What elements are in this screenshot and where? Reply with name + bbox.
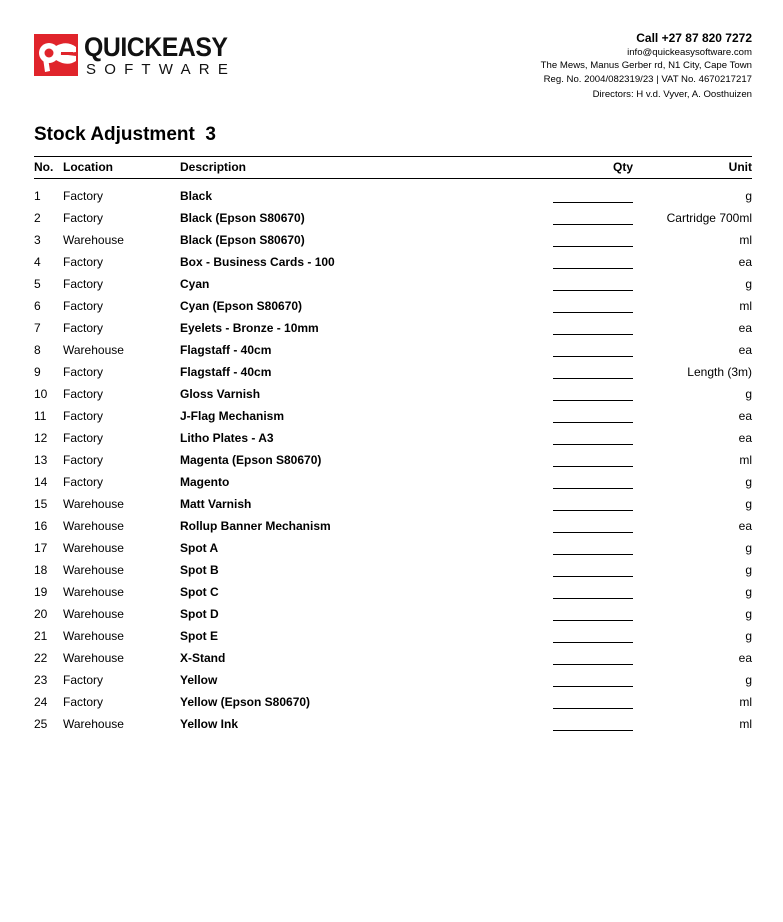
logo-subtitle: SOFTWARE [86, 61, 237, 78]
row-unit: ea [738, 651, 752, 665]
row-location: Factory [63, 277, 104, 291]
row-number: 20 [34, 607, 48, 621]
qty-entry-line [553, 554, 633, 555]
row-unit: ea [738, 519, 752, 533]
phone-number: Call +27 87 820 7272 [636, 31, 752, 45]
table-row [0, 585, 783, 607]
row-description: Black (Epson S80670) [180, 211, 305, 225]
row-description: Spot D [180, 607, 219, 621]
table-row [0, 277, 783, 299]
table-row [0, 541, 783, 563]
table-row [0, 519, 783, 541]
qty-entry-line [553, 532, 633, 533]
row-unit: ml [739, 453, 752, 467]
row-location: Factory [63, 387, 104, 401]
page-title: Stock Adjustment 3 [34, 124, 216, 145]
row-location: Factory [63, 409, 104, 423]
row-unit: ea [738, 431, 752, 445]
row-number: 24 [34, 695, 48, 709]
company-logo [34, 34, 244, 80]
qty-entry-line [553, 620, 633, 621]
row-unit: ml [739, 717, 752, 731]
logo-mark-icon [34, 34, 78, 76]
row-location: Factory [63, 255, 104, 269]
qty-entry-line [553, 642, 633, 643]
row-number: 17 [34, 541, 48, 555]
row-number: 9 [34, 365, 41, 379]
table-row [0, 255, 783, 277]
row-unit: g [745, 607, 752, 621]
table-row [0, 673, 783, 695]
table-row [0, 365, 783, 387]
row-description: J-Flag Mechanism [180, 409, 285, 423]
row-location: Factory [63, 365, 104, 379]
qty-entry-line [553, 312, 633, 313]
header-bottom-rule [34, 178, 752, 179]
table-row [0, 387, 783, 409]
row-unit: ml [739, 695, 752, 709]
row-location: Factory [63, 695, 104, 709]
row-location: Factory [63, 453, 104, 467]
table-row [0, 233, 783, 255]
row-location: Warehouse [63, 519, 124, 533]
row-description: Matt Varnish [180, 497, 252, 511]
qty-entry-line [553, 664, 633, 665]
row-number: 11 [34, 409, 47, 423]
row-description: Litho Plates - A3 [180, 431, 274, 445]
row-description: Spot E [180, 629, 218, 643]
row-description: Flagstaff - 40cm [180, 343, 272, 357]
row-description: Spot B [180, 563, 219, 577]
qty-entry-line [553, 268, 633, 269]
row-unit: ml [739, 299, 752, 313]
qty-entry-line [553, 576, 633, 577]
row-number: 23 [34, 673, 48, 687]
row-description: Rollup Banner Mechanism [180, 519, 331, 533]
row-description: Gloss Varnish [180, 387, 261, 401]
table-row [0, 189, 783, 211]
qty-entry-line [553, 334, 633, 335]
logo-wordmark: QUICKEASY [84, 32, 228, 62]
row-description: Yellow Ink [180, 717, 239, 731]
row-unit: g [745, 475, 752, 489]
row-unit: g [745, 387, 752, 401]
row-location: Warehouse [63, 233, 124, 247]
table-row [0, 409, 783, 431]
row-number: 15 [34, 497, 48, 511]
qty-entry-line [553, 730, 633, 731]
registration-info: Reg. No. 2004/082319/23 | VAT No. 4670217217 [543, 73, 752, 85]
column-header-no: No. [34, 160, 54, 174]
row-location: Factory [63, 299, 104, 313]
qty-entry-line [553, 400, 633, 401]
table-row [0, 607, 783, 629]
row-number: 10 [34, 387, 48, 401]
qty-entry-line [553, 510, 633, 511]
row-number: 13 [34, 453, 48, 467]
row-number: 18 [34, 563, 48, 577]
row-unit: g [745, 189, 752, 203]
row-description: Spot C [180, 585, 219, 599]
email-address: info@quickeasysoftware.com [627, 47, 752, 58]
qty-entry-line [553, 378, 633, 379]
row-unit: Cartridge 700ml [666, 211, 752, 225]
row-number: 8 [34, 343, 41, 357]
qty-entry-line [553, 466, 633, 467]
row-description: Magenta (Epson S80670) [180, 453, 322, 467]
row-unit: g [745, 673, 752, 687]
qty-entry-line [553, 290, 633, 291]
column-header-description: Description [180, 160, 247, 174]
row-number: 21 [34, 629, 48, 643]
row-number: 19 [34, 585, 48, 599]
row-description: Flagstaff - 40cm [180, 365, 272, 379]
table-row [0, 475, 783, 497]
table-row [0, 453, 783, 475]
row-description: Yellow (Epson S80670) [180, 695, 311, 709]
row-unit: g [745, 497, 752, 511]
column-header-location: Location [63, 160, 113, 174]
row-description: Spot A [180, 541, 219, 555]
row-location: Factory [63, 189, 104, 203]
qty-entry-line [553, 444, 633, 445]
row-location: Warehouse [63, 541, 124, 555]
row-location: Factory [63, 673, 104, 687]
table-row [0, 431, 783, 453]
row-number: 4 [34, 255, 41, 269]
table-row [0, 695, 783, 717]
table-row [0, 717, 783, 739]
qty-entry-line [553, 356, 633, 357]
row-location: Warehouse [63, 343, 124, 357]
row-description: Cyan [180, 277, 210, 291]
row-description: Magento [180, 475, 230, 489]
row-number: 6 [34, 299, 41, 313]
directors-info: Directors: H v.d. Vyver, A. Oosthuizen [592, 88, 752, 100]
qty-entry-line [553, 686, 633, 687]
row-unit: ea [738, 321, 752, 335]
header-top-rule [34, 156, 752, 157]
row-number: 25 [34, 717, 48, 731]
row-description: Eyelets - Bronze - 10mm [180, 321, 319, 335]
row-location: Warehouse [63, 607, 124, 621]
table-row [0, 299, 783, 321]
row-location: Factory [63, 211, 104, 225]
qty-entry-line [553, 598, 633, 599]
column-header-qty: Qty [613, 160, 634, 174]
row-number: 7 [34, 321, 41, 335]
row-location: Factory [63, 431, 104, 445]
row-unit: ea [738, 409, 752, 423]
qty-entry-line [553, 202, 633, 203]
row-location: Warehouse [63, 563, 124, 577]
table-row [0, 321, 783, 343]
row-location: Warehouse [63, 585, 124, 599]
row-unit: g [745, 541, 752, 555]
table-row [0, 629, 783, 651]
qty-entry-line [553, 422, 633, 423]
row-description: Box - Business Cards - 100 [180, 255, 335, 269]
row-number: 2 [34, 211, 41, 225]
row-location: Warehouse [63, 497, 124, 511]
table-row [0, 651, 783, 673]
row-unit: g [745, 629, 752, 643]
qty-entry-line [553, 246, 633, 247]
street-address: The Mews, Manus Gerber rd, N1 City, Cape Town [540, 60, 752, 72]
row-description: Cyan (Epson S80670) [180, 299, 303, 313]
row-unit: ml [739, 233, 752, 247]
row-number: 22 [34, 651, 48, 665]
row-number: 1 [34, 189, 41, 203]
row-unit: ea [738, 343, 752, 357]
row-description: X-Stand [180, 651, 226, 665]
table-row [0, 563, 783, 585]
row-unit: g [745, 585, 752, 599]
row-number: 12 [34, 431, 48, 445]
row-location: Factory [63, 475, 104, 489]
row-number: 16 [34, 519, 48, 533]
table-row [0, 497, 783, 519]
table-row [0, 343, 783, 365]
row-location: Warehouse [63, 629, 124, 643]
row-description: Yellow [180, 673, 218, 687]
qty-entry-line [553, 224, 633, 225]
row-unit: g [745, 563, 752, 577]
row-unit: Length (3m) [687, 365, 752, 379]
row-location: Factory [63, 321, 104, 335]
row-number: 3 [34, 233, 41, 247]
qty-entry-line [553, 708, 633, 709]
row-location: Warehouse [63, 651, 124, 665]
company-contact [541, 31, 752, 101]
table-row [0, 211, 783, 233]
row-number: 14 [34, 475, 48, 489]
row-unit: ea [738, 255, 752, 269]
row-number: 5 [34, 277, 41, 291]
row-unit: g [745, 277, 752, 291]
row-location: Warehouse [63, 717, 124, 731]
qty-entry-line [553, 488, 633, 489]
row-description: Black [180, 189, 213, 203]
row-description: Black (Epson S80670) [180, 233, 305, 247]
column-header-unit: Unit [728, 160, 752, 174]
